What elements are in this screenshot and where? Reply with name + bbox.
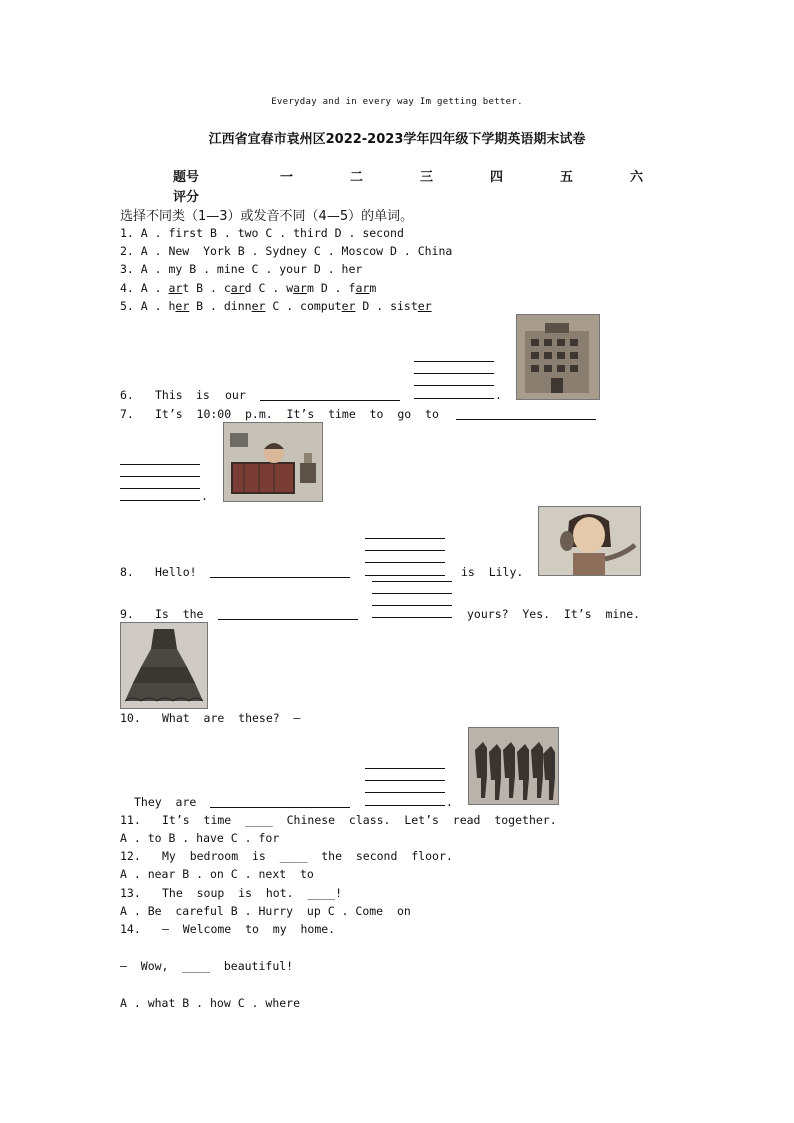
answer-blank[interactable] <box>120 464 200 465</box>
question-1: 1. A . first B . two C . third D . second <box>120 226 404 240</box>
instruction: 选择不同类（1—3）或发音不同（4—5）的单词。 <box>120 209 414 224</box>
score-row-label: 题号 <box>173 170 200 185</box>
answer-blank[interactable] <box>210 577 350 578</box>
question-8-word: Hello! <box>155 565 197 579</box>
question-6-end: . <box>495 388 502 402</box>
score-column: 六 <box>630 170 644 185</box>
answer-blank[interactable] <box>365 792 445 793</box>
question-4: 4. A . art B . card C . warm D . farm <box>120 281 377 295</box>
answer-blank[interactable] <box>365 805 445 806</box>
question-13-number: 13. <box>120 886 141 900</box>
question-11-number: 11. <box>120 813 141 827</box>
building-picture <box>516 314 600 400</box>
question-9-number: 9. <box>120 607 134 621</box>
answer-blank[interactable] <box>414 373 494 374</box>
question-11-text: It’s time ____ Chinese class. Let’s read together. <box>162 813 557 827</box>
question-12-options: A . near B . on C . next to <box>120 867 314 881</box>
horses-picture <box>468 727 559 805</box>
page-motto: Everyday and in every way Im getting better. <box>271 97 523 107</box>
question-3: 3. A . my B . mine C . your D . her <box>120 262 363 276</box>
answer-blank[interactable] <box>365 550 445 551</box>
answer-blank[interactable] <box>372 617 452 618</box>
score-column: 一 <box>280 170 294 185</box>
answer-blank[interactable] <box>414 385 494 386</box>
question-9-text: Is the <box>155 607 204 621</box>
answer-blank[interactable] <box>372 581 452 582</box>
question-10-text: They are <box>134 795 197 809</box>
question-10-end: . <box>446 795 453 809</box>
bed-picture <box>223 422 323 502</box>
score-column: 二 <box>350 170 364 185</box>
question-2: 2. A . New York B . Sydney C . Moscow D . China <box>120 244 453 258</box>
answer-blank[interactable] <box>120 476 200 477</box>
answer-blank[interactable] <box>456 419 596 420</box>
question-14-number: 14. <box>120 922 141 936</box>
answer-blank[interactable] <box>372 593 452 594</box>
answer-blank[interactable] <box>210 807 350 808</box>
question-9-text: yours? Yes. It’s mine. <box>467 607 641 621</box>
answer-blank[interactable] <box>365 575 445 576</box>
question-6-number: 6. <box>120 388 134 402</box>
question-6-word: This <box>155 388 183 402</box>
question-8-number: 8. <box>120 565 134 579</box>
answer-blank[interactable] <box>218 619 358 620</box>
answer-blank[interactable] <box>414 398 494 399</box>
answer-blank[interactable] <box>260 400 400 401</box>
answer-blank[interactable] <box>365 768 445 769</box>
answer-blank[interactable] <box>120 488 200 489</box>
question-7-text: It’s 10:00 p.m. It’s time to go to <box>155 407 439 421</box>
question-14-text: — Welcome to my home. <box>162 922 336 936</box>
question-6-word: our <box>225 388 246 402</box>
question-5: 5. A . her B . dinner C . computer D . sister <box>120 299 432 313</box>
answer-blank[interactable] <box>365 780 445 781</box>
question-7-number: 7. <box>120 407 134 421</box>
answer-blank[interactable] <box>414 361 494 362</box>
answer-blank[interactable] <box>120 500 200 501</box>
question-12-text: My bedroom is ____ the second floor. <box>162 849 453 863</box>
girl-picture <box>538 506 641 576</box>
question-11-options: A . to B . have C . for <box>120 831 280 845</box>
question-8-text: is Lily. <box>461 565 524 579</box>
question-13-text: The soup is hot. ____! <box>162 886 343 900</box>
score-row-label: 评分 <box>173 190 200 205</box>
answer-blank[interactable] <box>365 562 445 563</box>
answer-blank[interactable] <box>365 538 445 539</box>
question-10-text: What are these? — <box>162 711 301 725</box>
answer-blank[interactable] <box>372 605 452 606</box>
question-12-number: 12. <box>120 849 141 863</box>
question-14-reply: — Wow, ____ beautiful! <box>120 959 294 973</box>
question-6-word: is <box>196 388 210 402</box>
score-column: 四 <box>490 170 504 185</box>
page-title: 江西省宜春市袁州区2022-2023学年四年级下学期英语期末试卷 <box>208 132 586 147</box>
score-column: 三 <box>420 170 434 185</box>
score-column: 五 <box>560 170 574 185</box>
question-13-options: A . Be careful B . Hurry up C . Come on <box>120 904 411 918</box>
dress-picture <box>120 622 208 709</box>
question-10-number: 10. <box>120 711 141 725</box>
question-7-end: . <box>201 489 208 503</box>
question-14-options: A . what B . how C . where <box>120 996 301 1010</box>
